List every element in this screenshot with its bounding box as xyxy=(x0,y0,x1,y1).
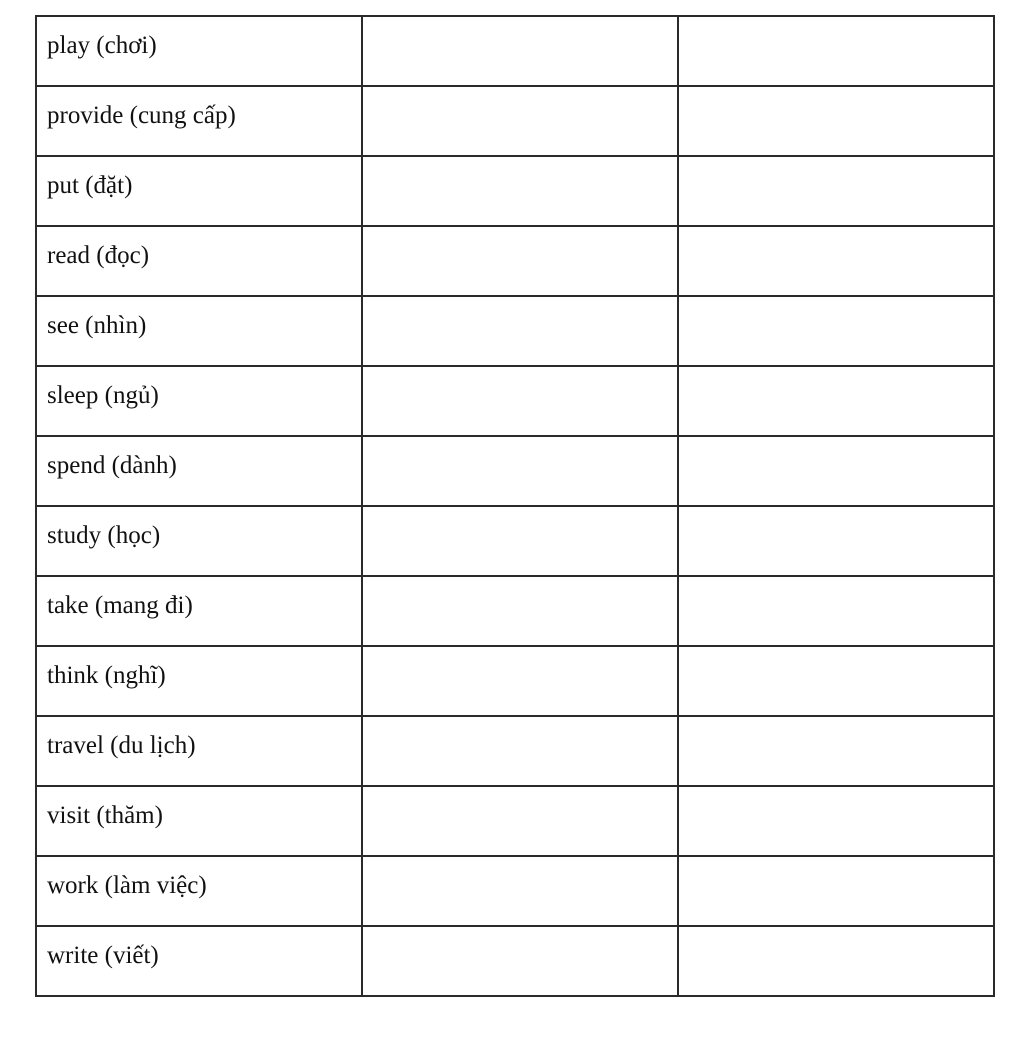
verb-table xyxy=(35,15,995,997)
empty-cell-col3[interactable] xyxy=(678,226,994,296)
empty-cell-col3[interactable] xyxy=(678,926,994,996)
empty-cell-col2[interactable] xyxy=(362,226,678,296)
empty-cell-col2[interactable] xyxy=(362,86,678,156)
empty-cell-col2[interactable] xyxy=(362,786,678,856)
verb-cell: provide (cung cấp) xyxy=(36,86,362,156)
verb-cell: sleep (ngủ) xyxy=(36,366,362,436)
verb-cell: write (viết) xyxy=(36,926,362,996)
empty-cell-col2[interactable] xyxy=(362,436,678,506)
table-row xyxy=(36,366,994,436)
empty-cell-col3[interactable] xyxy=(678,506,994,576)
empty-cell-col3[interactable] xyxy=(678,646,994,716)
empty-cell-col3[interactable] xyxy=(678,366,994,436)
empty-cell-col3[interactable] xyxy=(678,716,994,786)
empty-cell-col2[interactable] xyxy=(362,156,678,226)
table-row xyxy=(36,576,994,646)
empty-cell-col2[interactable] xyxy=(362,366,678,436)
table-row xyxy=(36,506,994,576)
empty-cell-col3[interactable] xyxy=(678,16,994,86)
verb-cell: work (làm việc) xyxy=(36,856,362,926)
table-row xyxy=(36,86,994,156)
table-row xyxy=(36,16,994,86)
empty-cell-col2[interactable] xyxy=(362,296,678,366)
empty-cell-col3[interactable] xyxy=(678,296,994,366)
empty-cell-col3[interactable] xyxy=(678,856,994,926)
empty-cell-col2[interactable] xyxy=(362,506,678,576)
verb-cell: think (nghĩ) xyxy=(36,646,362,716)
table-row xyxy=(36,786,994,856)
empty-cell-col3[interactable] xyxy=(678,436,994,506)
verb-cell: study (học) xyxy=(36,506,362,576)
verb-table-body xyxy=(36,16,994,996)
verb-cell: read (đọc) xyxy=(36,226,362,296)
table-row xyxy=(36,856,994,926)
table-row xyxy=(36,296,994,366)
empty-cell-col2[interactable] xyxy=(362,716,678,786)
empty-cell-col2[interactable] xyxy=(362,16,678,86)
empty-cell-col2[interactable] xyxy=(362,576,678,646)
verb-cell: visit (thăm) xyxy=(36,786,362,856)
verb-cell: spend (dành) xyxy=(36,436,362,506)
verb-cell: see (nhìn) xyxy=(36,296,362,366)
empty-cell-col2[interactable] xyxy=(362,646,678,716)
empty-cell-col3[interactable] xyxy=(678,786,994,856)
empty-cell-col3[interactable] xyxy=(678,156,994,226)
table-row xyxy=(36,226,994,296)
empty-cell-col2[interactable] xyxy=(362,926,678,996)
table-row xyxy=(36,436,994,506)
verb-cell: put (đặt) xyxy=(36,156,362,226)
empty-cell-col2[interactable] xyxy=(362,856,678,926)
empty-cell-col3[interactable] xyxy=(678,86,994,156)
empty-cell-col3[interactable] xyxy=(678,576,994,646)
verb-cell: take (mang đi) xyxy=(36,576,362,646)
verb-cell: play (chơi) xyxy=(36,16,362,86)
table-row xyxy=(36,646,994,716)
table-row xyxy=(36,156,994,226)
verb-cell: travel (du lịch) xyxy=(36,716,362,786)
table-row xyxy=(36,716,994,786)
table-row xyxy=(36,926,994,996)
